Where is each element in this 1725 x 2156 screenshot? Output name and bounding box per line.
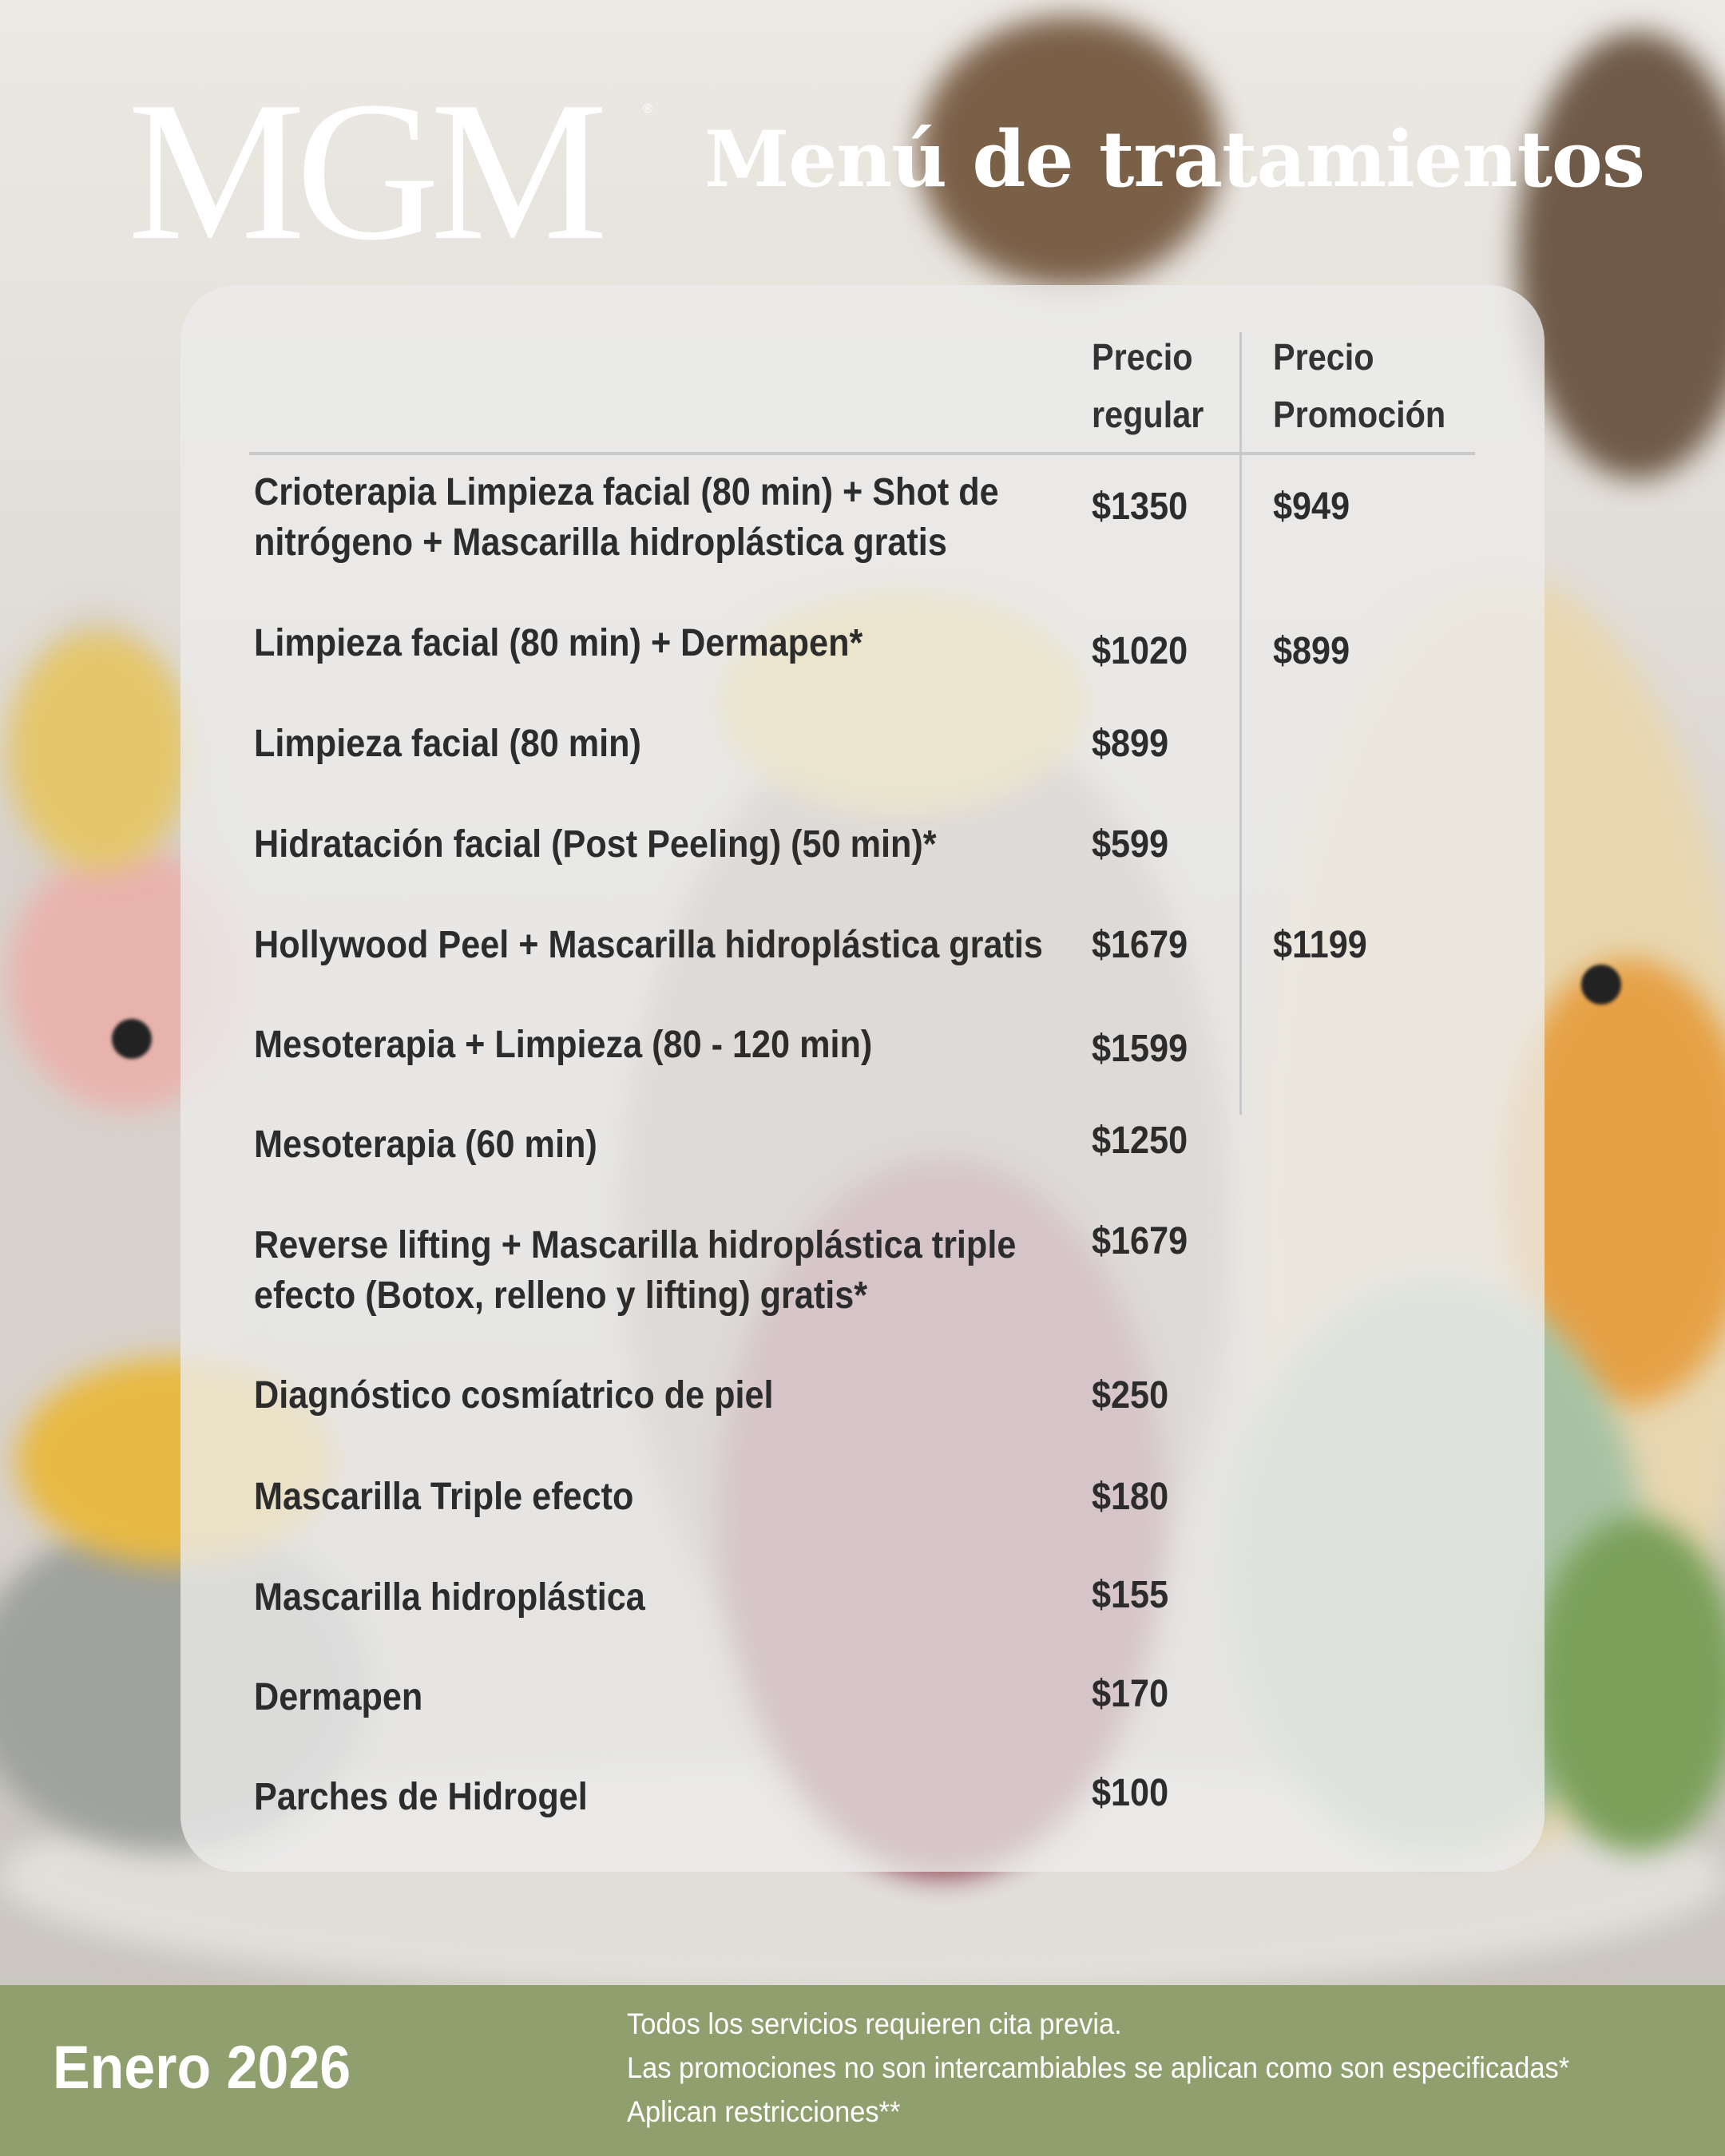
regular-price: $1679	[1092, 924, 1188, 966]
treatment-name	[254, 1772, 588, 1822]
treatment-name-line: Limpieza facial (80 min) + Dermapen*	[254, 622, 863, 664]
treatment-name	[254, 1572, 645, 1623]
column-divider	[1239, 332, 1242, 1115]
treatment-name-line: Mascarilla hidroplástica	[254, 1576, 645, 1619]
bg-crown-left-icon	[8, 631, 192, 870]
treatment-name-line: Mascarilla Triple efecto	[254, 1476, 634, 1518]
footer-note: Todos los servicios requieren cita previa.	[627, 2007, 1122, 2040]
page-title: Menú de tratamientos	[704, 114, 1644, 204]
column-header-regular: Precio regular	[1092, 336, 1204, 435]
treatment-name	[254, 1120, 597, 1170]
treatment-name	[254, 1472, 633, 1522]
treatment-name-line: Hidratación facial (Post Peeling) (50 min)*	[254, 823, 937, 866]
treatment-name-line: efecto (Botox, relleno y lifting) gratis*	[254, 1274, 868, 1317]
treatment-name	[254, 920, 1043, 970]
promo-price: $1199	[1273, 924, 1367, 966]
treatment-name-line: nitrógeno + Mascarilla hidroplástica gratis	[254, 521, 947, 564]
regular-price: $180	[1092, 1476, 1169, 1518]
regular-price: $250	[1092, 1374, 1169, 1417]
brand-logo: MGM	[128, 61, 599, 282]
treatment-name	[254, 1370, 774, 1421]
bg-eye-icon	[112, 1019, 152, 1059]
treatment-name	[254, 1220, 1016, 1321]
treatment-name-line: Dermapen	[254, 1676, 423, 1718]
header-divider	[249, 452, 1475, 455]
regular-price: $599	[1092, 823, 1169, 866]
bg-eye-icon	[1581, 965, 1621, 1005]
bg-pinecone-right-icon	[1517, 32, 1725, 479]
regular-price: $1250	[1092, 1120, 1188, 1162]
footer-note: Aplican restricciones**	[627, 2095, 901, 2128]
promo-price: $949	[1273, 485, 1350, 528]
regular-price: $1350	[1092, 485, 1188, 528]
treatment-name-line: Crioterapia Limpieza facial (80 min) + Shot de	[254, 471, 999, 513]
treatment-name-line: Diagnóstico cosmíatrico de piel	[254, 1374, 774, 1417]
regular-price: $155	[1092, 1574, 1169, 1616]
registered-mark: ®	[643, 102, 652, 116]
treatment-name	[254, 719, 641, 769]
column-header-promo: Precio Promoción	[1273, 336, 1446, 435]
regular-price: $1020	[1092, 630, 1188, 672]
regular-price: $1679	[1092, 1220, 1188, 1262]
treatment-name	[254, 467, 999, 568]
treatment-name-line: Reverse lifting + Mascarilla hidroplástica triple	[254, 1224, 1017, 1266]
treatment-name	[254, 1672, 422, 1722]
treatment-name-line: Limpieza facial (80 min)	[254, 723, 641, 765]
treatment-name	[254, 1020, 872, 1070]
treatment-name-line: Mesoterapia (60 min)	[254, 1124, 597, 1166]
footer-note: Las promociones no son intercambiables se aplican como son especificadas*	[627, 2051, 1570, 2084]
regular-price: $100	[1092, 1772, 1169, 1814]
treatment-name	[254, 618, 862, 668]
treatment-name-line: Parches de Hidrogel	[254, 1776, 588, 1818]
regular-price: $899	[1092, 723, 1169, 765]
regular-price: $170	[1092, 1673, 1169, 1715]
footer-month: Enero 2026	[53, 2034, 351, 2102]
regular-price: $1599	[1092, 1028, 1188, 1070]
treatment-name-line: Mesoterapia + Limpieza (80 - 120 min)	[254, 1024, 873, 1066]
treatment-name	[254, 819, 937, 870]
treatment-name-line: Hollywood Peel + Mascarilla hidroplástica gratis	[254, 924, 1043, 966]
promo-price: $899	[1273, 630, 1350, 672]
